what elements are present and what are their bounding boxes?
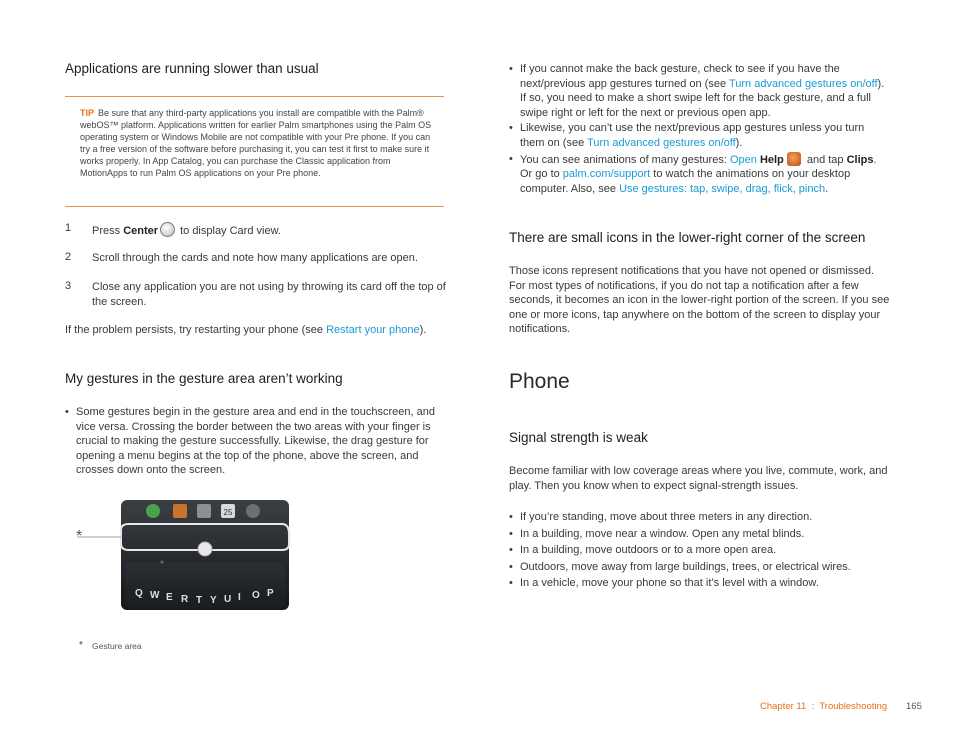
center-button-icon	[160, 222, 175, 237]
list-item: • If you cannot make the back gesture, check to see if you have the next/previous app gestures turned on (see Turn advanced gestures on/off). If so, you need to make a short swipe left for the back gesture, and a full swipe right or left for the next or previous open app.	[509, 62, 889, 120]
key-u: U	[224, 594, 232, 605]
step-number-1: 1	[65, 222, 72, 234]
tip-bottom-rule	[65, 206, 444, 207]
heading-small-icons: There are small icons in the lower-right corner of the screen	[509, 230, 866, 245]
signal-paragraph: Become familiar with low coverage areas where you live, commute, work, and play. Then you know when to expect signal-strength issues.	[509, 465, 888, 492]
clips-bold: Clips	[846, 153, 874, 166]
heading-apps-slow: Applications are running slower than usual	[65, 61, 319, 76]
page-number: 165	[906, 701, 922, 712]
list-item: • You can see animations of many gestures: Open Help and tap Clips. Or go to palm.com/support to watch the animations on your desktop computer. Also, see Use gestures: tap, swipe, drag, flick, pinch.	[509, 152, 889, 197]
gesture-tips-list	[509, 62, 889, 196]
list-item: • Outdoors, move away from large buildings, trees, or electrical wires.	[509, 560, 889, 575]
heading-gestures: My gestures in the gesture area aren’t working	[65, 371, 343, 386]
persist-post: ).	[419, 324, 427, 336]
step-1	[92, 222, 444, 239]
step-3: Close any application you are not using by throwing its card off the top of the screen.	[92, 281, 446, 308]
caption-mark: *	[79, 640, 83, 651]
key-p: P	[267, 588, 274, 599]
step-number-3: 3	[65, 280, 72, 292]
key-i: I	[238, 592, 241, 603]
step-2: Scroll through the cards and note how many applications are open.	[92, 252, 418, 264]
tip-box	[80, 107, 432, 179]
signal-bullet-list	[509, 510, 889, 591]
small-icons-paragraph: Those icons represent notifications that you have not opened or dismissed. For most types of notifications, if you do not tap a notification after a few seconds, it becomes an icon in the lower-right portion of the screen. If you see one or more icons, tap anywhere on the bottom of the screen to display your notifications.	[509, 265, 890, 336]
figure-caption: Gesture area	[92, 641, 142, 651]
list-item: • In a building, move near a window. Open any metal blinds.	[509, 527, 889, 542]
step-1-center-bold: Center	[123, 225, 159, 237]
list-item: • Likewise, you can’t use the next/previous app gestures unless you turn them on (see Turn advanced gestures on/off).	[509, 121, 889, 150]
key-e: E	[166, 592, 173, 603]
gesture-bullet-list	[65, 405, 445, 478]
key-q: Q	[135, 588, 143, 599]
help-icon	[787, 152, 801, 166]
tip-text: Be sure that any third-party applications you install are compatible with the Palm® webOS™ platform. Applications written for earlier Palm smartphones using the Palm OS operating system or Windows Mobile are not compatible with your Pre phone. If you can try a free version of the software before purchasing it, you can test it first to make sure it works properly. In App Catalog, you can purchase the Classic application from MotionApps to run Palm OS applications on your Pre phone.	[80, 108, 432, 178]
list-item: • If you’re standing, move about three meters in any direction.	[509, 510, 889, 525]
phone-section-title: Phone	[509, 370, 570, 393]
key-t: T	[196, 595, 203, 606]
list-item: • In a building, move outdoors or to a more open area.	[509, 543, 889, 558]
key-y: Y	[210, 595, 217, 606]
persist-pre: If the problem persists, try restarting your phone (see	[65, 324, 327, 336]
step-number-2: 2	[65, 251, 72, 263]
open-link[interactable]: Open	[729, 153, 757, 166]
restart-phone-link[interactable]: Restart your phone	[326, 324, 420, 336]
key-w: W	[150, 590, 160, 601]
step-1-post: to display Card view.	[177, 225, 281, 237]
turn-advanced-gestures-link[interactable]: Turn advanced gestures on/off	[587, 136, 736, 149]
palm-support-link[interactable]: palm.com/support	[562, 168, 651, 181]
gesture-area-callout-mark: *	[76, 528, 83, 545]
heading-signal-weak: Signal strength is weak	[509, 430, 648, 445]
footer-chapter: Chapter 11 : Troubleshooting	[760, 701, 888, 712]
step-1-pre: Press	[92, 225, 124, 237]
calendar-date-tile: 25	[223, 508, 233, 517]
help-bold: Help	[759, 153, 784, 166]
list-item: • In a vehicle, move your phone so that it’s level with a window.	[509, 576, 889, 591]
key-o: O	[252, 590, 260, 601]
tip-top-rule	[65, 96, 444, 97]
use-gestures-link[interactable]: Use gestures: tap, swipe, drag, flick, pinch	[619, 182, 826, 195]
tip-label: TIP	[80, 108, 95, 118]
turn-advanced-gestures-link[interactable]: Turn advanced gestures on/off	[728, 77, 878, 90]
list-item: • Some gestures begin in the gesture area and end in the touchscreen, and vice versa. Crossing the border between the two areas with your finger is crucial to making the gesture successfully. Likewise, the drag gesture for opening a menu begins at the top of the phone, above the screen, and crosses down onto the screen.	[65, 405, 445, 478]
phone-figure	[77, 500, 292, 610]
persist-paragraph	[65, 323, 445, 338]
key-r: R	[181, 594, 189, 605]
